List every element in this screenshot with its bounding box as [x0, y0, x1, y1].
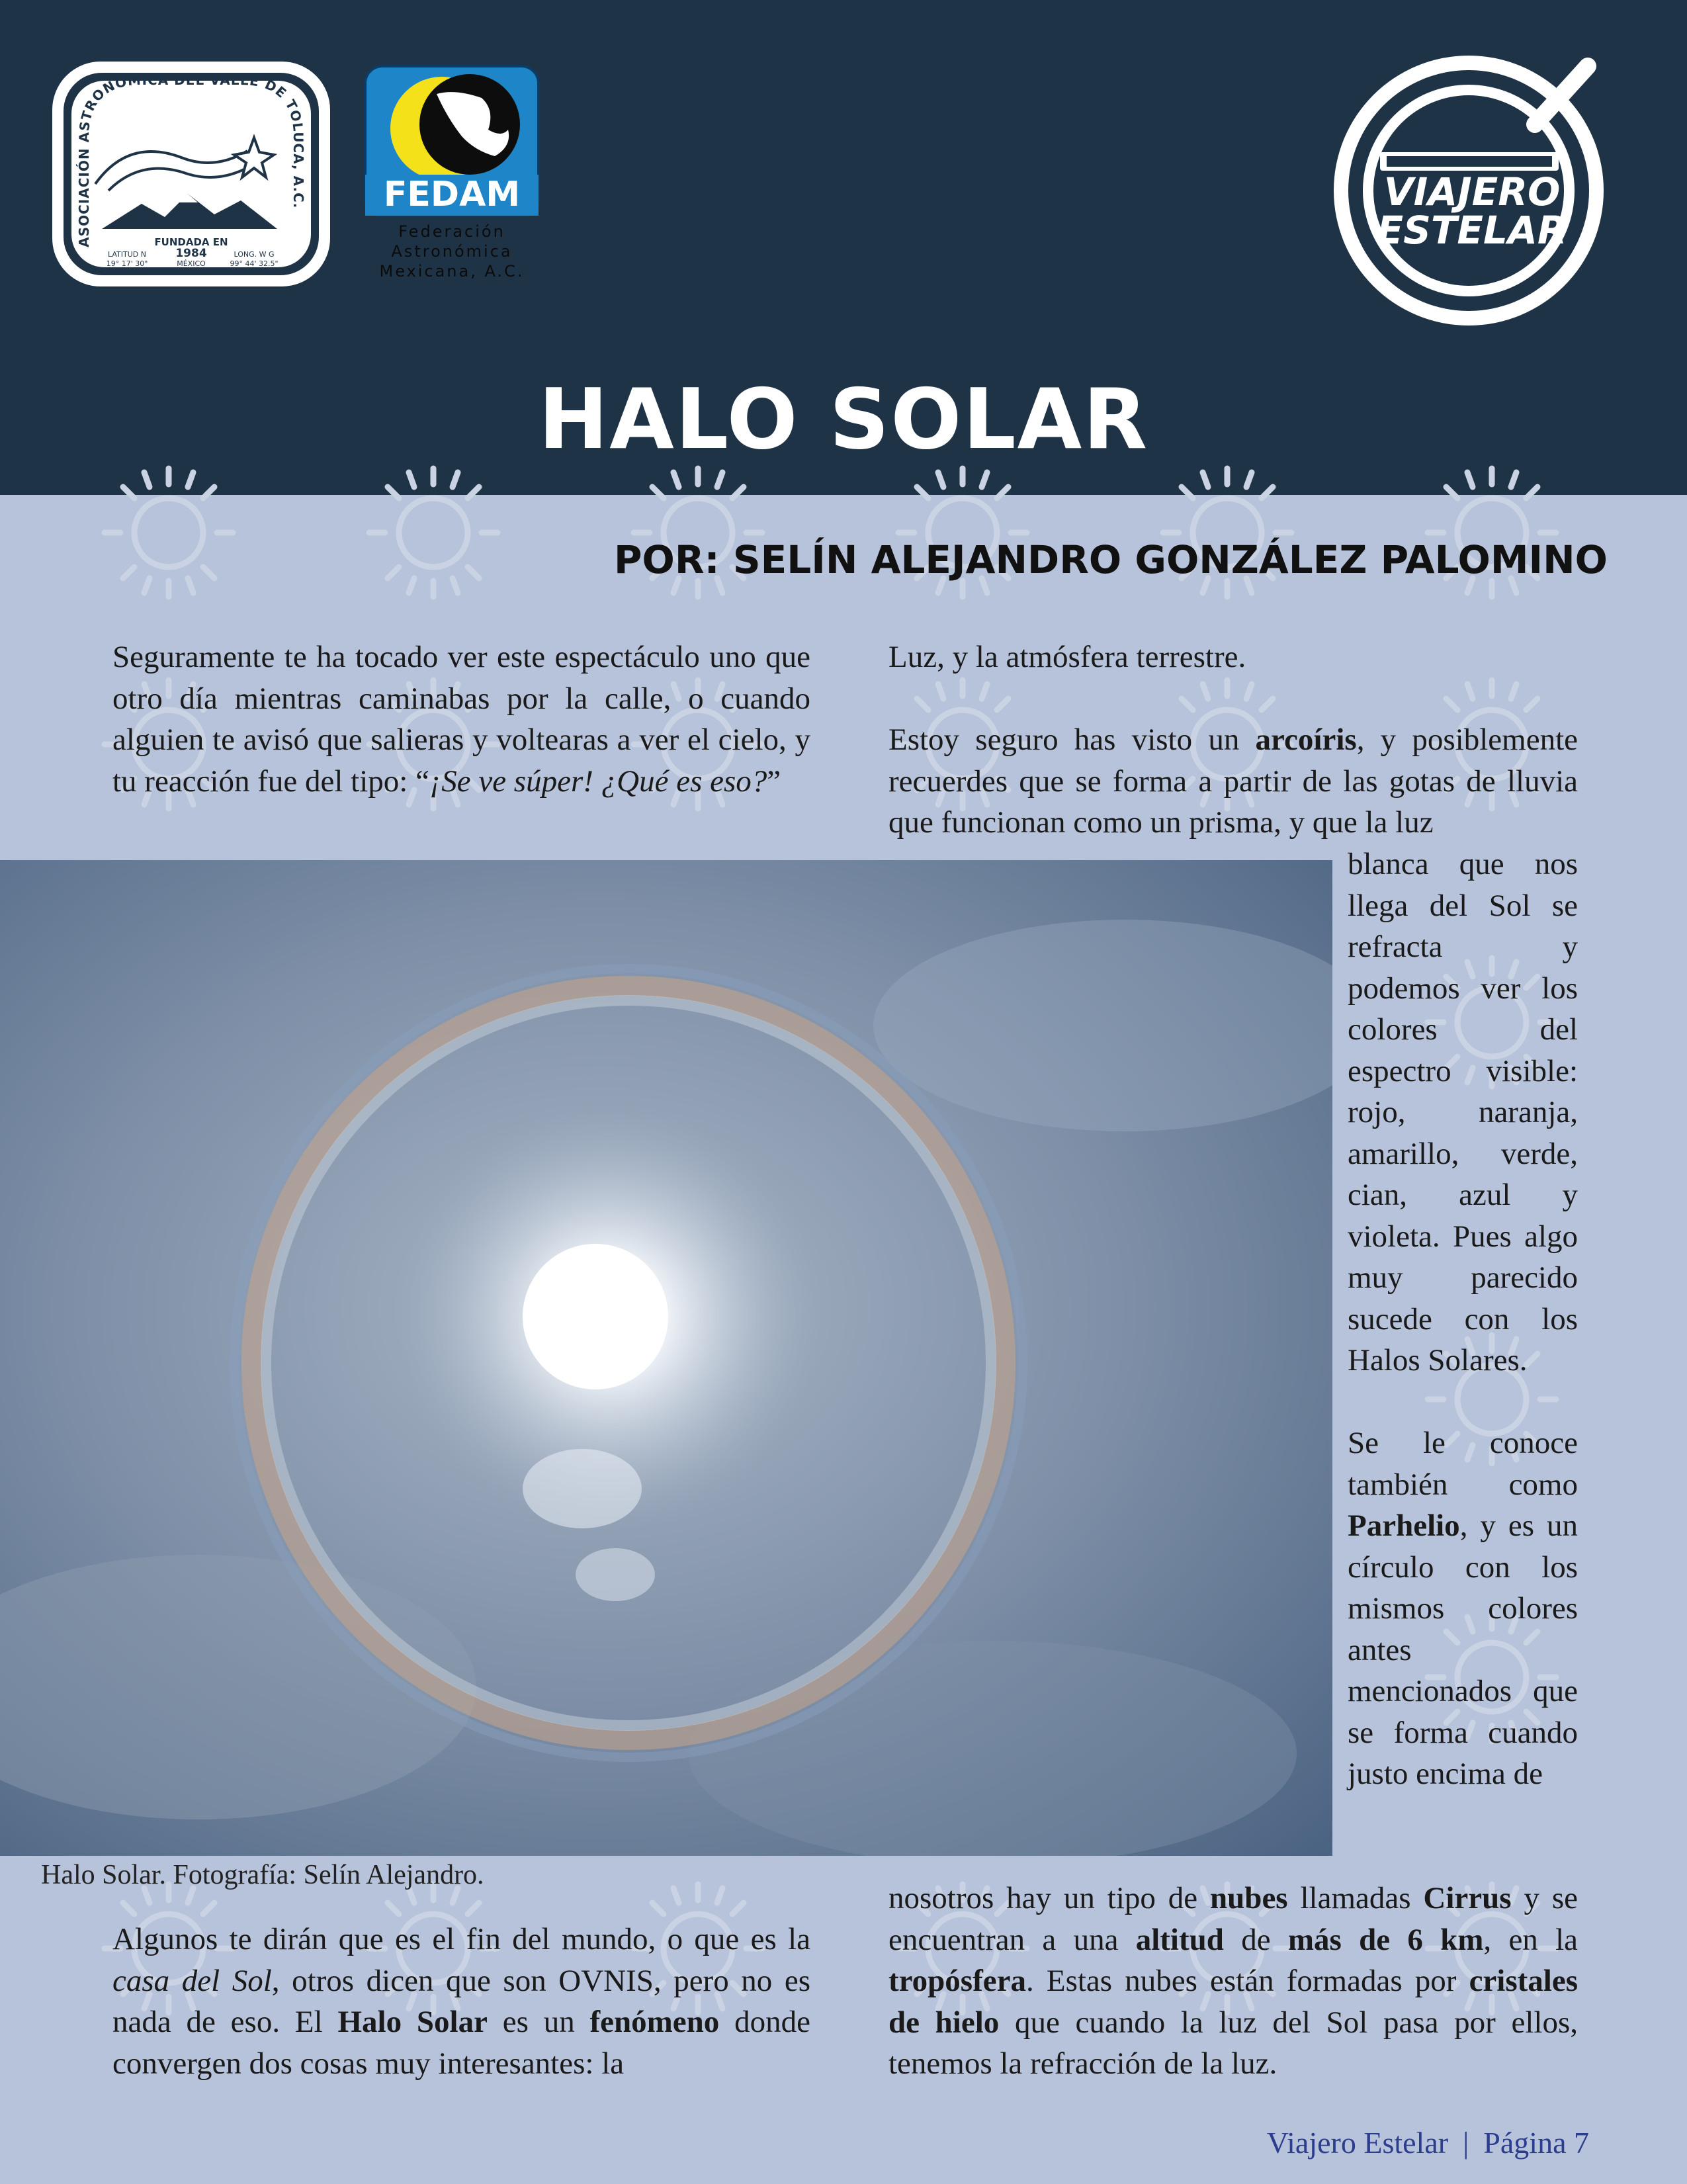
aavt-long-label: LONG. W G	[234, 250, 275, 259]
aavt-founded-label: FUNDADA EN	[154, 236, 228, 248]
sun-watermark-icon	[93, 457, 245, 609]
article-column-right-top	[888, 636, 1578, 844]
viajero-line1: VIAJERO	[1383, 169, 1561, 214]
article-column-right-bottom	[888, 1878, 1578, 2085]
fedam-line2: Astronómica	[391, 242, 513, 261]
aavt-long-value: 99° 44' 32.5"	[230, 259, 279, 268]
article-title: HALO SOLAR	[538, 371, 1149, 468]
author-byline: POR: SELÍN ALEJANDRO GONZÁLEZ PALOMINO	[614, 537, 1608, 582]
paragraph: Luz, y la atmósfera terrestre.	[888, 640, 1246, 674]
aavt-lat-value: 19° 17' 30"	[106, 259, 148, 268]
article-column-left-bottom	[112, 1919, 810, 2084]
fedam-line1: Federación	[398, 222, 505, 241]
sun-watermark-icon	[622, 457, 774, 609]
paragraph: Se le conoce también como Parhelio, y es un círculo con los mismos colores antes mencionados que se forma cuando justo encima de	[1348, 1426, 1578, 1791]
aavt-place: MÉXICO	[177, 259, 206, 268]
paragraph: blanca que nos llega del Sol se refracta y podemos ver los colores del espectro visible: rojo, naranja, amarillo, verde, cian, azul y violeta. Pues algo muy parecido sucede con los Halos Solares.	[1348, 847, 1578, 1377]
sun-watermark-icon	[1151, 457, 1303, 609]
fedam-line3: Mexicana, A.C.	[379, 262, 525, 281]
footer-separator: |	[1463, 2126, 1469, 2160]
viajero-line2: ESTELAR	[1377, 208, 1567, 253]
paragraph: nosotros hay un tipo de nubes llamadas Cirrus y se encuentran a una altitud de más de 6 km, en la tropósfera. Estas nubes están formadas por cristales de hielo que cuando la luz del Sol pasa por ellos, tenemos la refracción de la luz.	[888, 1881, 1579, 2081]
aavt-lat-label: LATITUD N	[108, 250, 146, 259]
aavt-ring-text: ASOCIACIÓN ASTRONÓMICA DEL VALLE DE TOLUCA, A.C.	[75, 71, 307, 247]
aavt-founded-year: 1984	[175, 247, 207, 260]
page-footer	[1267, 2125, 1589, 2160]
sun-watermark-icon	[1416, 457, 1568, 609]
article-column-right-wrap	[1348, 844, 1578, 1795]
viajero-estelar-logo	[1323, 40, 1627, 337]
sun-watermark-icon	[887, 457, 1039, 609]
article-column-left-top	[112, 636, 810, 802]
footer-publication: Viajero Estelar	[1266, 2126, 1449, 2160]
paragraph: Algunos te dirán que es el fin del mundo, o que es la casa del Sol, otros dicen que son OVNIS, pero no es nada de eso. El Halo Solar es un fenómeno donde convergen dos cosas muy interesantes: la	[112, 1922, 810, 2081]
solar-halo-photo	[0, 860, 1332, 1856]
paragraph: Seguramente te ha tocado ver este espectáculo uno que otro día mientras caminabas por la calle, o cuando alguien te avisó que salieras y voltearas a ver el cielo, y tu reacción fue del tipo: “¡Se ve súper! ¿Qué es eso?”	[112, 640, 810, 799]
photo-caption: Halo Solar. Fotografía: Selín Alejandro.	[41, 1860, 484, 1890]
sun-watermark-icon	[357, 457, 509, 609]
fedam-logo	[363, 64, 541, 288]
footer-page-number: Página 7	[1483, 2126, 1589, 2160]
aavt-logo	[49, 58, 333, 290]
fedam-acronym: FEDAM	[383, 175, 521, 214]
paragraph: Estoy seguro has visto un arcoíris, y posiblemente recuerdes que se forma a partir de las gotas de lluvia que funcionan como un prisma, y que la luz	[888, 722, 1578, 840]
